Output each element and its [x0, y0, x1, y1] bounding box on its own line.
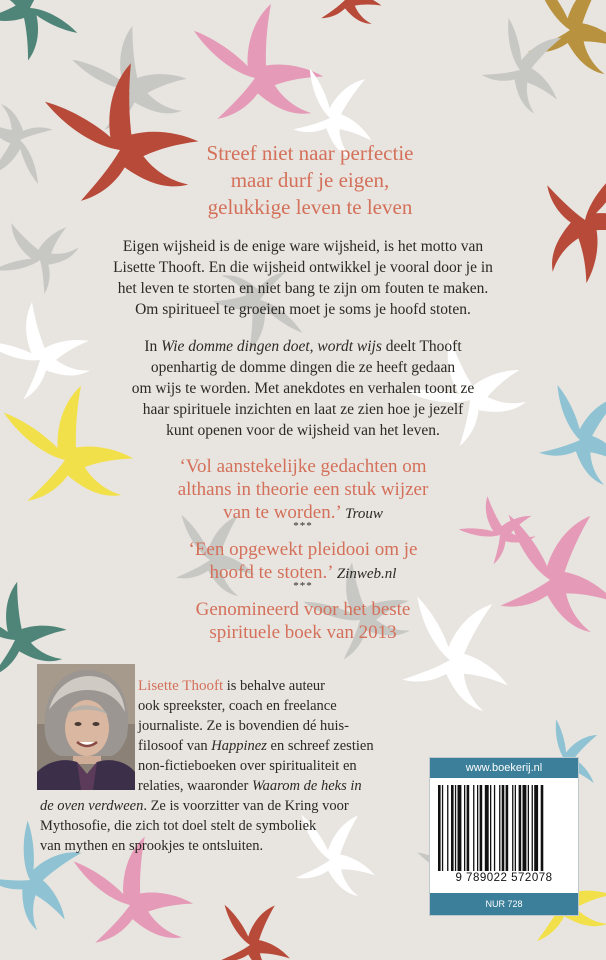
description-paragraph [100, 336, 506, 441]
isbn-number: 9 789022 572078 [455, 872, 553, 884]
review-quote-trouw [120, 455, 486, 526]
bio-line [40, 796, 420, 816]
quote-separator: *** [293, 520, 313, 532]
book-title: de oven verdween [40, 798, 144, 814]
book-title: Waarom de heks in [251, 778, 362, 794]
bio-fragment: relaties, waaronder [138, 778, 252, 794]
bio-line: Mythosofie, die zich tot doel stelt de symboliek [40, 818, 317, 834]
quote-fragment: hoofd te stoten.’ [209, 562, 337, 583]
text-line: kunt openen voor de wijsheid van het leven. [166, 422, 440, 439]
quote-source: Trouw [345, 506, 383, 522]
bio-line [40, 676, 420, 696]
bio-line [40, 736, 420, 756]
quote-line: Genomineerd voor het beste [195, 599, 411, 620]
nur-code: NUR 728 [430, 893, 578, 915]
bio-fragment: is behalve auteur [223, 678, 325, 694]
text-line [100, 336, 506, 357]
text-fragment: In [144, 338, 162, 355]
tagline [160, 140, 460, 221]
quote-separator: *** [293, 580, 313, 592]
text-line: Lisette Thooft. En die wijsheid ontwikkel je vooral door je in [113, 259, 493, 276]
quote-line: spirituele boek van 2013 [209, 622, 397, 643]
bio-line: van mythen en sprookjes te ontsluiten. [40, 838, 264, 854]
quote-source: Zinweb.nl [336, 566, 397, 582]
book-title: Wie domme dingen doet, wordt wijs [161, 338, 382, 355]
bio-line: ook spreekster, coach en freelance [138, 698, 337, 714]
bio-fragment: en schreef zestien [266, 738, 374, 754]
quote-line: ‘Een opgewekt pleidooi om je [188, 539, 418, 560]
text-line: Eigen wijsheid is de enige ware wijsheid, is het motto van [122, 238, 484, 255]
review-quote-zinweb [120, 538, 486, 586]
text-line: om wijs te worden. Met anekdotes en verhalen toont ze [131, 380, 475, 397]
tagline-line: Streef niet naar perfectie [206, 141, 414, 165]
tagline-line: maar durf je eigen, [230, 168, 390, 192]
quote-fragment: van te worden.’ [223, 502, 346, 523]
barcode-panel [429, 757, 579, 916]
author-name: Lisette Thooft [138, 678, 224, 694]
text-fragment: deelt Thooft [381, 338, 462, 355]
bio-fragment: . Ze is voorzitter van de Kring voor [143, 798, 349, 814]
bio-fragment: filosoof van [138, 738, 212, 754]
publisher-website: www.boekerij.nl [430, 758, 578, 778]
quote-line: althans in theorie een stuk wijzer [177, 479, 429, 500]
intro-paragraph [100, 236, 506, 320]
text-line: het leven te storten en niet bang te zijn om fouten te maken. [117, 280, 489, 297]
bio-line: non-fictieboeken over spiritualiteit en [138, 758, 357, 774]
bio-line [40, 776, 420, 796]
text-line: Om spiritueel te groeien moet je soms je hoofd stoten. [135, 301, 471, 318]
nomination-note [120, 598, 486, 644]
magazine-title: Happinez [211, 738, 267, 754]
quote-line: ‘Vol aanstekelijke gedachten om [179, 456, 427, 477]
barcode-icon [438, 785, 570, 871]
author-bio [40, 676, 420, 856]
text-line: haar spirituele inzichten en laat ze zien hoe je jezelf [142, 401, 464, 418]
bio-line: journaliste. Ze is bovendien dé huis- [138, 718, 350, 734]
tagline-line: gelukkige leven te leven [207, 195, 413, 219]
text-line: openhartig de domme dingen die ze heeft gedaan [150, 359, 456, 376]
